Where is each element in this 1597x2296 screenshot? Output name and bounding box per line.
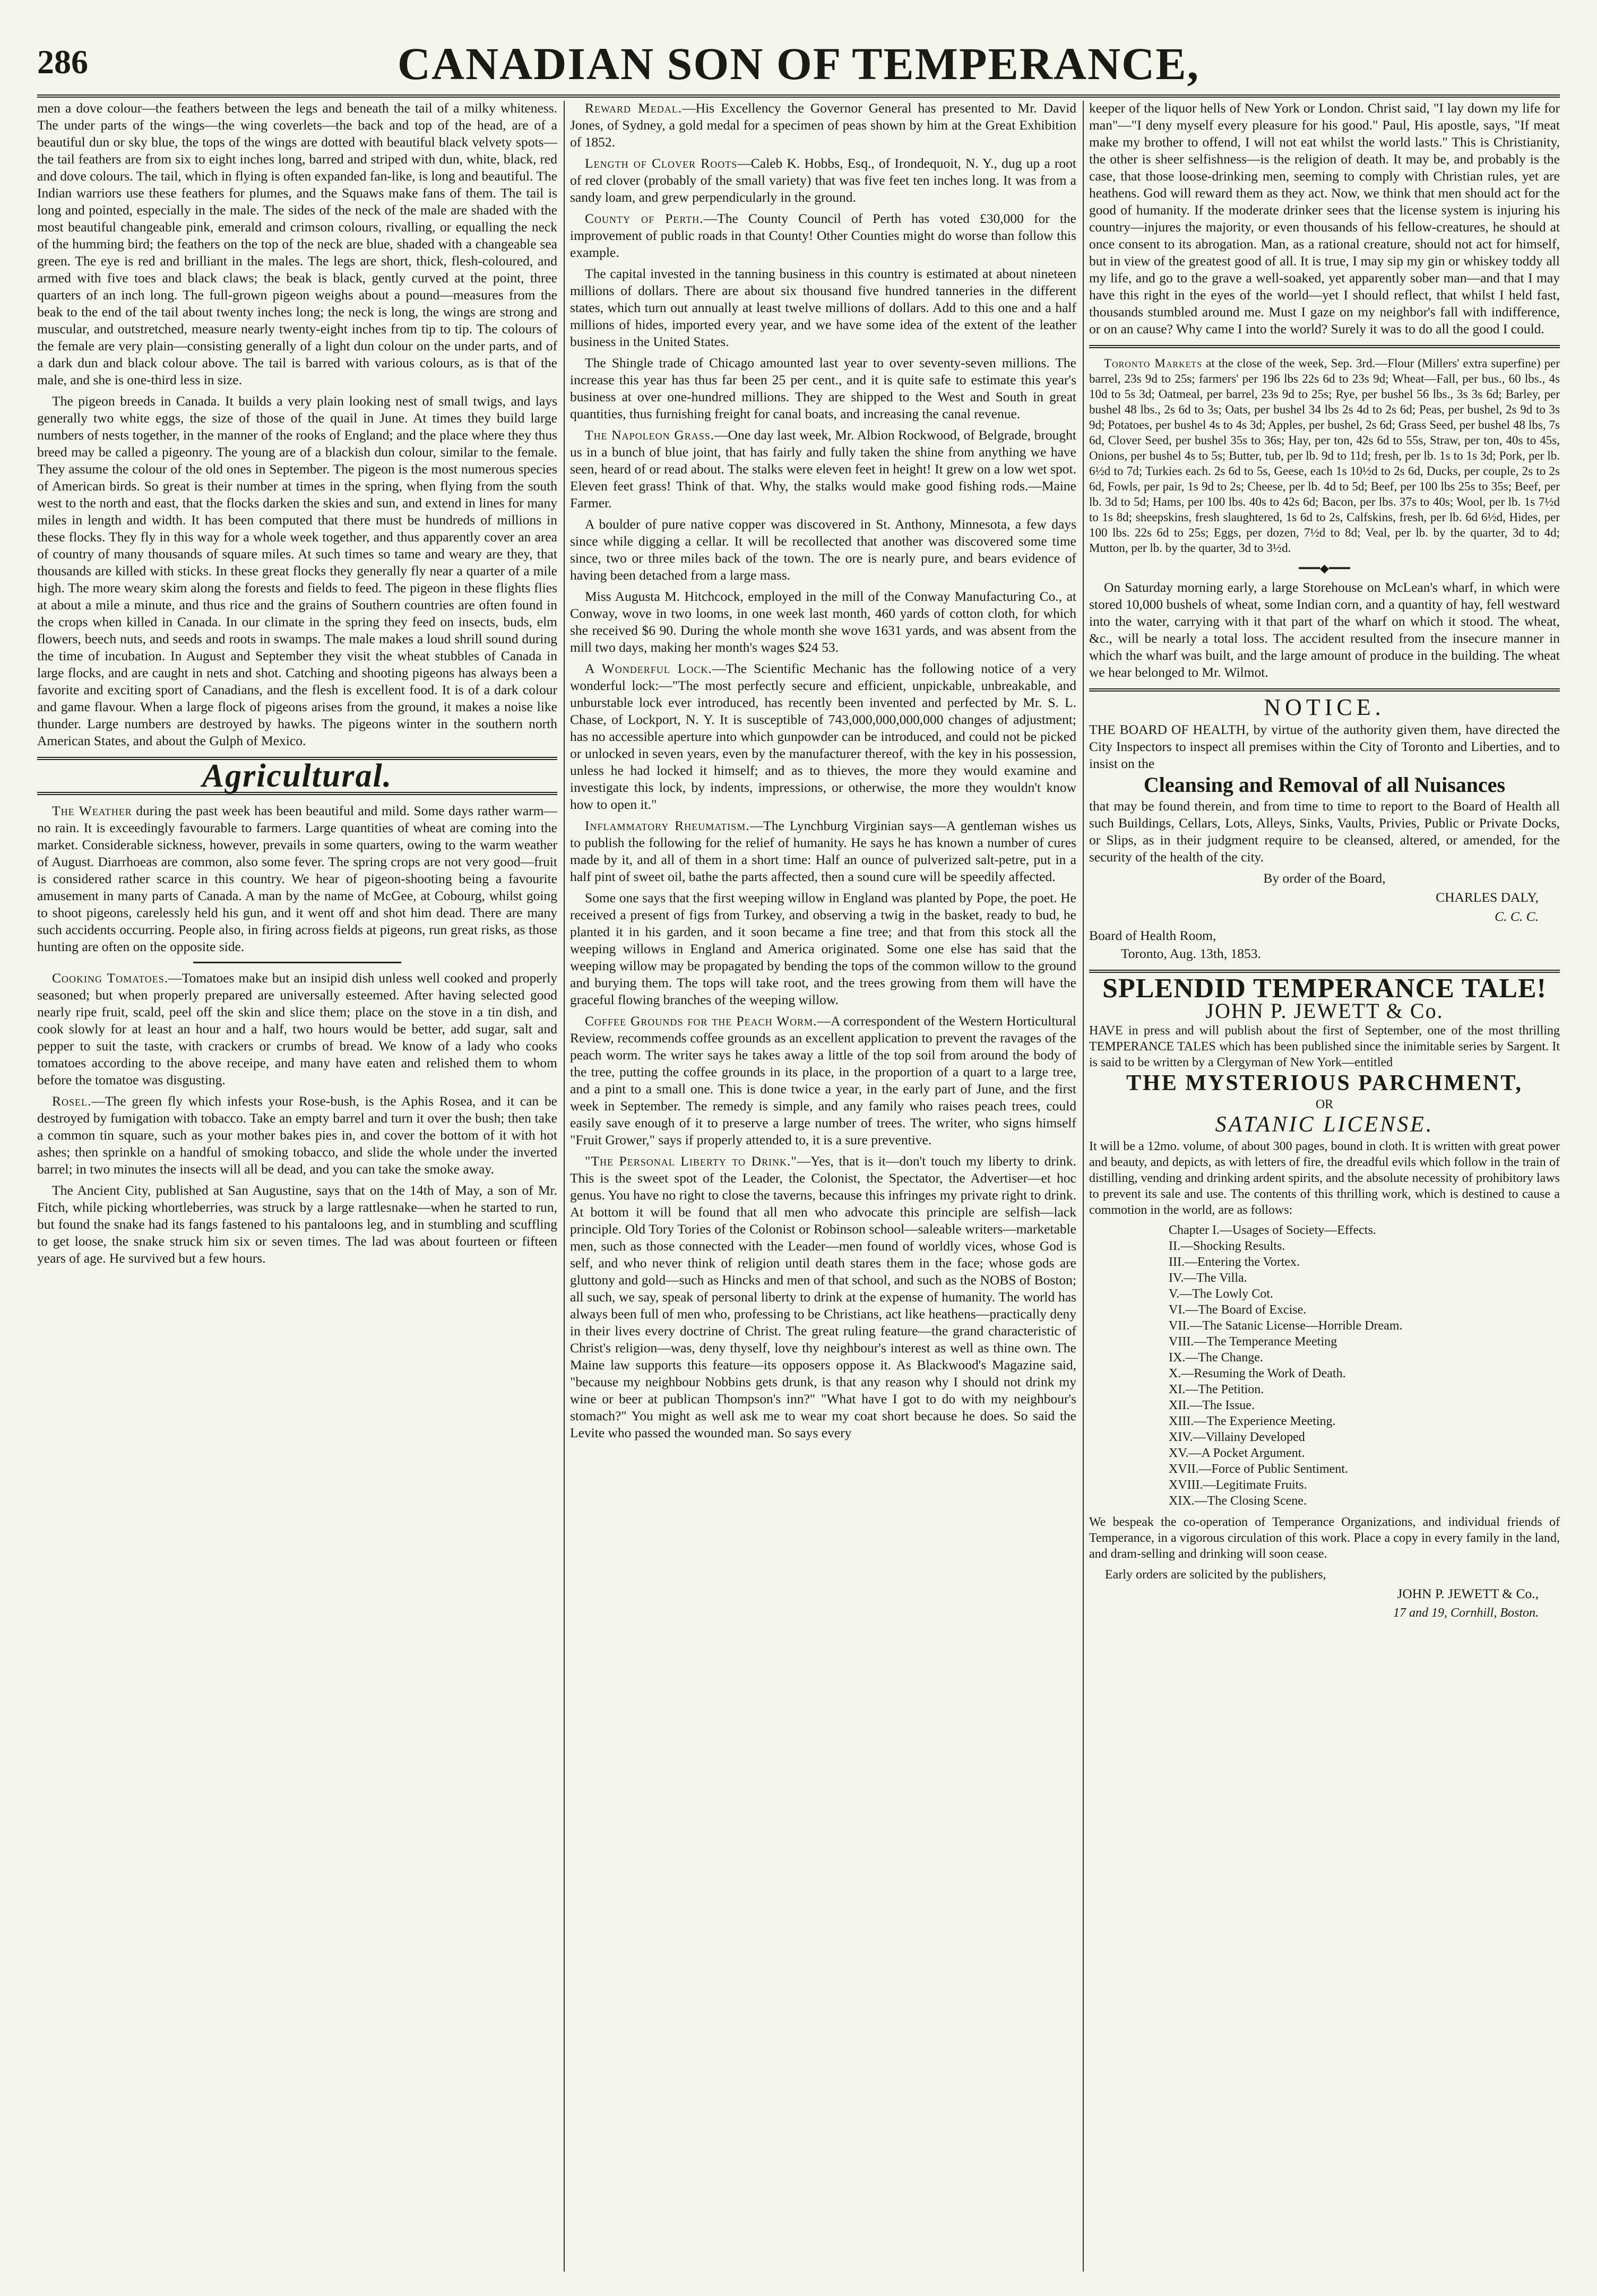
news-item: [570, 1013, 1076, 1149]
chapter-item: XIX.—The Closing Scene.: [1169, 1494, 1307, 1508]
chapter-item: IV.—The Villa.: [1169, 1271, 1247, 1285]
news-item-text: —The Scientific Mechanic has the following notice of a very wonderful lock:—"The most perfectly secure and efficient, unpickable, unbreakable, and unburstable lock ever introduced, has recently been invented and perfected by Mr. S. L. Chase, of Lockport, N. Y. It is susceptible of 743,000,000,000,000 changes of adjustment; has no accessible aperture into which gunpowder can be introduced, and could not be picked or unlocked in seven years, even by the manufacturer thereof, with the key in his possession, unless he had locked it himself; and as to thieves, the more they would examine and investigate this lock, by indents, impressions, or otherwise, the more they wouldn't know how to open it.": [570, 661, 1076, 812]
news-items-list: [570, 100, 1076, 1442]
tale-or: OR: [1315, 1098, 1334, 1111]
news-item-heading: Inflammatory Rheumatism.: [585, 818, 750, 833]
news-item-heading: County of Perth.: [585, 211, 704, 226]
section-rule: [1089, 970, 1560, 973]
news-item-heading: Coffee Grounds for the Peach Worm.: [585, 1013, 817, 1029]
notice-body-2: that may be found therein, and from time to time to report to the Board of Health all such Buildings, Cellars, Lots, Alleys, Sinks, Vaults, Privies, Public or Private Docks, or Slips, as in their judgment require to be cleansed, altered, or amended, for the security of the health of the city.: [1089, 798, 1560, 865]
board-of-health-notice: [1089, 694, 1560, 962]
column-2: [570, 100, 1076, 2271]
tale-intro: HAVE in press and will publish about the first of September, one of the most thrilling TEMPERANCE TALES which has been published since the inimitable series by Sargent. It is said to be written by a Clergyman of New York—entitled: [1089, 1024, 1560, 1069]
chapter-item: XVIII.—Legitimate Fruits.: [1169, 1478, 1307, 1492]
column-1: [37, 100, 557, 2271]
tale-title: SPLENDID TEMPERANCE TALE!: [1102, 973, 1547, 1004]
news-item-text: —The Lynchburg Virginian says—A gentleman wishes us to publish the following for the relief of humanity. He says he has known a number of cures made by it, and all of them in a short time: Half an ounce of pulverized salt-petre, put in a half pint of sweet oil, bathe the parts affected, then a sound cure will be speedily affected.: [570, 818, 1076, 884]
tale-book-subtitle: SATANIC LICENSE.: [1215, 1112, 1434, 1137]
news-item-heading: "The Personal Liberty to Drink.": [585, 1153, 797, 1169]
column-divider: [1083, 101, 1084, 2272]
chapter-item: XIV.—Villainy Developed: [1169, 1430, 1305, 1444]
notice-title: NOTICE.: [1264, 694, 1385, 720]
notice-place: Board of Health Room,: [1089, 928, 1216, 943]
pigeon-article-part-2: The pigeon breeds in Canada. It builds a very plain looking nest of small twigs, and lays generally two white eggs, the size of those of the quail in June. At times they build large numbers of nests together, in the manner of the rooks of England; and the place where they thus breed may be called a pigeonry. The young are of a blackish dun colour, similar to the female. They assume the colour of the old ones in September. The pigeon is the most numerous species of American birds. So great is their number at times in the spring, when flying from the south west to the north and east, that the flocks darken the skies and sun, and extend in lines for many miles in length and width. It has been computed that there must be hundreds of millions in these flocks. They fly in this way for a whole week together, and thus apparently cover an area of country of many thousands of square miles. At such times so tame and weary are they, that thousands are killed with sticks. In these great flocks they generally fly near a quarter of a mile high. The more weary skim along the forests and fields to feed. The pigeon in these flights flies at about a mile a minute, and thus rice and the grains of Southern countries are often found in the crops when killed in Canada. In our climate in the spring they feed on insects, buds, elm flowers, beech nuts, and seeds and roots in swamps. The male makes a loud shrill sound during the time of incubation. In August and September they visit the wheat stubbles of Canada in large flocks, and are caught in nets and shot. Catching and shooting pigeons has always been a favorite and exciting sport of Canadians, and the flesh is excellent food. It is of a dark colour and game flavour. When a large flock of pigeons arises from the ground, it makes a noise like thunder. Large numbers are destroyed by hawks. The pigeons winter in the southern north American States, and about the Gulph of Mexico.: [37, 393, 557, 748]
markets-text: at the close of the week, Sep. 3rd.—Flour (Millers' extra superfine) per barrel, 23s 9d to 25s; farmers' per 196 lbs 22s 6d to 23s 9d; Wheat—Fall, per bus., 60 lbs., 4s 10d to 5s 3d; Oatmeal, per barrel, 23s 9d to 25s; Rye, per bushel 56 lbs., 3s 3s 6d; Barley, per bushel 48 lbs., 2s 6d to 3s; Oats, per bushel 34 lbs 2s 4d to 2s 6d; Peas, per bushel, 2s 9d to 3s 9d; Potatoes, per bushel 4s to 4s 3d; Apples, per bushel, 2s 6d; Grass Seed, per bushel 48 lbs, 7s 6d, Clover Seed, per bushel 35s to 36s; Hay, per ton, 42s 6d to 55s, Straw, per ton, 40s to 45s, Onions, per bushel 4s to 5s; Butter, tub, per lb. 9d to 11d; fresh, per lb. 1s to 1s 3d; Pork, per lb. 6½d to 7d; Turkies each. 2s 6d to 5s, Geese, each 1s 10½d to 2s 6d, Ducks, per couple, 2s to 2s 6d, Fowls, per pair, 1s 9d to 2s; Cheese, per lb. 4d to 5d; Beef, per 100 lbs 25s to 35s; Beef, per lb. 3d to 5d; Hams, per 100 lbs. 40s to 42s 6d; Bacon, per lbs. 37s to 40s; Wool, per lb. 1s 7½d to 1s 8d; sheepskins, fresh slaughtered, 1s 6d to 2s, Calfskins, fresh, per lb. 6d 6½d, Hides, per 100 lbs. 22s 6d to 25s; Eggs, per dozen, 7½d to 8d; Veal, per lb. by the quarter, 3d to 4d; Mutton, per lb. by the quarter, 3d to 3½d.: [1089, 357, 1560, 555]
chapter-item: XV.—A Pocket Argument.: [1169, 1446, 1305, 1460]
column-divider: [564, 101, 565, 2272]
markets-heading: Toronto Markets: [1104, 357, 1203, 370]
news-item-text: —The County Council of Perth has voted £30,000 for the improvement of public roads in that County! Other Counties might do worse than follow this example.: [570, 211, 1076, 260]
tomatoes-article: [37, 970, 557, 1089]
news-item-text: The capital invested in the tanning business in this country is estimated at about nineteen millions of dollars. There are about six thousand five hundred tanneries in the different states, which turn out annually at least twelve millions of dollars. Add to this one and a half millions of hides, imported every year, and we have some idea of the extent of the leather business in the United States.: [570, 266, 1076, 349]
news-item-text: Miss Augusta M. Hitchcock, employed in the mill of the Conway Manufacturing Co., at Conway, wove in two looms, in one week last month, 460 yards of cotton cloth, for which she received $6 90. During the whole month she wove 1631 yards, and was absent from the mill two days, making her month's wages $24 53.: [570, 589, 1076, 655]
weather-heading: The Weather: [52, 803, 132, 818]
tomatoes-heading: Cooking Tomatoes.: [52, 970, 169, 986]
ancient-city-article: The Ancient City, published at San Augustine, says that on the 14th of May, a son of Mr. Fitch, while picking whortleberries, was struck by a large rattlesnake—when he started to run, but found the snake had its fangs fastened to his pantaloons leg, and in stumbling and scuffling to get loose, the snake struck him six or seven times. The lad was about fourteen or fifteen years of age. He survived but a few hours.: [37, 1182, 557, 1266]
notice-body-1: THE BOARD OF HEALTH, by virtue of the authority given them, have directed the City Inspectors to inspect all premises within the City of Toronto and Liberties, and to insist on the: [1089, 722, 1560, 771]
news-item: [570, 100, 1076, 151]
section-rule: [1089, 688, 1560, 692]
news-item-heading: Length of Clover Roots: [585, 156, 738, 171]
news-item-text: —His Excellency the Governor General has presented to Mr. David Jones, of Sydney, a gold medal for a specimen of peas shown by him at the Great Exhibition of 1852.: [570, 100, 1076, 150]
tale-book-title: THE MYSTERIOUS PARCHMENT,: [1126, 1071, 1523, 1095]
chapter-item: Chapter I.—Usages of Society—Effects.: [1169, 1223, 1376, 1237]
chapter-item: VII.—The Satanic License—Horrible Dream.: [1169, 1319, 1403, 1333]
page-header: [37, 37, 1560, 96]
agricultural-section-heading: Agricultural.: [202, 758, 393, 794]
chapter-item: XI.—The Petition.: [1169, 1383, 1264, 1396]
rosel-text: —The green fly which infests your Rose-bush, is the Aphis Rosea, and it can be destroyed by fumigation with tobacco. Take an empty barrel and turn it over the bush; then take a common tin square, such as your mother bakes pies in, and cover the bottom of it with hot ashes; then sprinkle on a handful of smoking tobacco, and slide the whole under the inverted barrel; in two minutes the insects will all be dead, and you can take the smoke away.: [37, 1093, 557, 1177]
tale-address: 17 and 19, Cornhill, Boston.: [1393, 1606, 1539, 1620]
weather-text: during the past week has been beautiful and mild. Some days rather warm—no rain. It is exceedingly favourable to farmers. Large quantities of wheat are coming into the market. Considerable sickness, however, prevails in some quarters, owing to the warm weather of August. Diarrhoeas are common, also some fever. The spring crops are not very good—fruit is considered rather scarce in this country. We hear of pigeon-shooting being a favourite amusement in many parts of Canada. A man by the name of McGee, at Cobourg, whilst going to shoot pigeons, carelessly held his gun, and it went off and shot him dead. There are many such accidents occurring. People also, in firing across fields at pigeons, run great risks, as those hunting are often on the opposite side.: [37, 803, 557, 954]
chapter-item: VI.—The Board of Excise.: [1169, 1303, 1307, 1317]
news-item: [570, 588, 1076, 656]
notice-date: Toronto, Aug. 13th, 1853.: [1121, 946, 1261, 961]
storehouse-article: On Saturday morning early, a large Storehouse on McLean's wharf, in which were stored 10,000 bushels of wheat, some Indian corn, and a quantity of hay, fell westward into the water, carrying with it that part of the wharf on which it stood. The wheat, &c., will be nearly a total loss. The accident resulted from the insecure manner in which the wharf was built, and the large amount of produce in the building. The wheat we hear belonged to Mr. Wilmot.: [1089, 580, 1560, 680]
masthead-title: CANADIAN SON OF TEMPERANCE,: [397, 38, 1200, 89]
tale-orders: Early orders are solicited by the publishers,: [1105, 1568, 1326, 1582]
tale-signoff: JOHN P. JEWETT & Co.,: [1397, 1586, 1539, 1601]
liquor-article-continued: keeper of the liquor hells of New York or London. Christ said, "I lay down my life for man"—"I deny myself every pleasure for his good." Paul, His apostle, says, "If meat make my brother to offend, I will not eat whilst the world lasts." This is Christianity, the other is sheer selfishness—is the religion of death. It may be, and probably is the case, that those loose-drinking men, seeming to comply with Christian rules, yet are heathens. God will reward them as they act. Now, we think that men should act for the good of humanity. If the moderate drinker sees that the license system is injuring his country—injures the majority, or even thousands of his fellow-creatures, he should at once consent to its abrogation. Man, as a rational creature, should not act for himself, but in view of the greatest good of all. It is true, I may sip my gin or whiskey toddy all my life, and go to the grave a well-soaked, yet apparently sober man—and that I may have this right in the eyes of the world—yet I should reflect, that whilst I held fast, thousands stumbled around me. Must I gaze on my neighbor's fall with indifference, or on an cause? Why came I into the world? Surely it was to do all the good I could.: [1089, 100, 1560, 336]
temperance-tale-advert: [1089, 973, 1560, 1621]
chapter-item: XII.—The Issue.: [1169, 1399, 1255, 1412]
news-item: [570, 890, 1076, 1008]
chapter-item: X.—Resuming the Work of Death.: [1169, 1367, 1346, 1380]
chapter-item: XVII.—Force of Public Sentiment.: [1169, 1462, 1348, 1476]
notice-signer-title: C. C. C.: [1495, 909, 1539, 924]
news-item: [570, 516, 1076, 584]
chapter-list: [1089, 1222, 1560, 1509]
notice-order: By order of the Board,: [1263, 870, 1386, 886]
news-item-heading: The Napoleon Grass.: [585, 427, 715, 443]
article-rule: [193, 962, 401, 963]
rosel-heading: Rosel.: [52, 1093, 92, 1109]
notice-subtitle: Cleansing and Removal of all Nuisances: [1143, 773, 1506, 797]
pigeon-article-part-1: men a dove colour—the feathers between the legs and beneath the tail of a milky whiteness. The under parts of the wings—the wing coverlets—the back and top of the head, are of a beautiful dun or sky blue, the tops of the wings are dotted with beautiful black velvety spots—the tail feathers are from six to eight inches long, barred and striped with dun, white, black, red and dove colours. The tail, which in flying is often expanded fan-like, is long and beautiful. The Indian warriors use these feathers for plumes, and the Squaws make fans of them. The tail is long and pointed, especially in the male. The sides of the neck of the male are shaded with the most beautiful changeable pink, emerald and crimson colours, rivalling, or equalling the neck of the humming bird; the feathers on the top of the neck are blue, shaded with a changeable sea green. The eye is red and brilliant in the males. The legs are short, thick, flesh-coloured, and armed with five toes and black claws; the beak is black, gently curved at the point, three quarters of an inch long. The full-grown pigeon weighs about a pound—measures from the beak to the end of the tail about twenty inches long; the neck is long, the wings are strong and muscular, and outstretched, measure nearly twenty-eight inches from tip to tip. The colours of the female are very plain—consisting generally of a light dun colour on the under parts, and of a dark dun and black colour above. The tail is barred with various colours, as is that of the male, and she is one-third less in size.: [37, 100, 557, 387]
chapter-item: XIII.—The Experience Meeting.: [1169, 1414, 1336, 1428]
chapter-item: II.—Shocking Results.: [1169, 1239, 1285, 1253]
tale-description: It will be a 12mo. volume, of about 300 pages, bound in cloth. It is written with great power and beauty, and depicts, as with letters of fire, the dreadful evils which follow in the train of distilling, vending and drinking ardent spirits, and the absolute necessity of prohibitory laws to prevent its sale and use. The contents of this thrilling work, which is destined to cause a commotion in the world, are as follows:: [1089, 1140, 1560, 1217]
ornament-divider: ━━━◆━━━: [1299, 562, 1350, 575]
notice-signer: CHARLES DALY,: [1436, 890, 1539, 905]
chapter-item: V.—The Lowly Cot.: [1169, 1287, 1273, 1301]
chapter-item: III.—Entering the Vortex.: [1169, 1255, 1300, 1269]
toronto-markets: [1089, 356, 1560, 556]
section-rule: [1089, 345, 1560, 348]
tale-publisher: JOHN P. JEWETT & Co.: [1205, 999, 1444, 1023]
tale-closing: We bespeak the co-operation of Temperance Organizations, and individual friends of Temperance, in a vigorous circulation of this work. Place a copy in every family in the land, and dram-selling and drinking will soon cease.: [1089, 1515, 1560, 1561]
news-item: [570, 817, 1076, 885]
page-number: 286: [37, 43, 88, 81]
news-item-text: —One day last week, Mr. Albion Rockwood, of Belgrade, brought us in a bunch of blue joint, that has fairly and fully taken the shine from anything we have seen, heard of or read about. The stalks were eleven feet in height! It grew on a low wet spot. Eleven feet grass! Think of that. Why, the stalks would make good fishing rods.—Maine Farmer.: [570, 427, 1076, 511]
header-rule: [37, 94, 1560, 98]
weather-article: [37, 802, 557, 955]
chapter-item: VIII.—The Temperance Meeting: [1169, 1335, 1337, 1349]
news-item-text: —Yes, that is it—don't touch my liberty to drink. This is the sweet spot of the Leader, the Colonist, the Spectator, the Advertiser—et hoc genus. You have no right to close the taverns, because this infringes my private right to drink. At bottom it will be found that all men who advocate this principle are selfish—lack principle. Old Tory Tories of the Colonist or Robinson school—saleable writers—marketable men, such as those connected with the Leader—men found of worldly vices, whose God is self, and who never think of religion until death stares them in the face; whose gods are gluttony and gold—such as Hincks and men of that school, and such as the NOBS of Boston; all such, we say, speak of personal liberty to drink at the expense of humanity. The world has always been full of men who, professing to be Christians, act like heathens—practically deny in their lives every doctrine of Christ. The great ruling feature—the grand characteristic of Christ's religion—was, deny thyself, love thy neighbour's interest as well as thine own. The Maine law supports this feature—its opposers oppose it. As Blackwood's Magazine said, "because my neighbour Nobbins gets drunk, is that any reason why I should not drink my wine or beer at publican Thompson's inn?" "What have I got to do with my neighbour's stomach?" You might as well ask me to wear my coat short because he does. So said the Levite who passed the wounded man. So says every: [570, 1153, 1076, 1440]
news-item: [570, 265, 1076, 350]
news-item-heading: A Wonderful Lock.: [585, 661, 712, 676]
tomatoes-text: —Tomatoes make but an insipid dish unless well cooked and properly seasoned; but when properly prepared are universally esteemed. After having selected good nearly ripe fruit, scald, peel off the skin and slice them; place on the stove in a tin dish, and cook slowly for at least an hour and a half, two hours would be better, add sugar, salt and pepper to suit the taste, with crackers or crumbs of bread. We know of a lady who cooks tomatoes according to the above receipe, and many have eaten and relished them to whom before the tomatoe was disgusting.: [37, 970, 557, 1087]
chapter-item: IX.—The Change.: [1169, 1351, 1263, 1365]
column-3: [1089, 100, 1560, 2271]
news-item: [570, 210, 1076, 261]
news-item: [570, 427, 1076, 512]
news-item-text: Some one says that the first weeping willow in England was planted by Pope, the poet. He received a present of figs from Turkey, and observing a twig in the basket, ready to bud, he planted it in his garden, and it soon became a fine tree; and that from this stock all the weeping willows in England and America originated. Some one else has said that the weeping willow may be propagated by bending the tops of the common willow to the ground and burying them. The tops will take root, and the trees growing from them will have the graceful flowing branches of the weeping willow.: [570, 890, 1076, 1007]
news-item-text: A boulder of pure native copper was discovered in St. Anthony, Minnesota, a few days since while digging a cellar. It will be recollected that another was discovered some time since, two or three miles back of the town. The ore is nearly pure, and bears evidence of having been detached from a large mass.: [570, 516, 1076, 583]
news-item: [570, 355, 1076, 422]
rosel-article: [37, 1093, 557, 1178]
news-item-text: —A correspondent of the Western Horticultural Review, recommends coffee grounds as an excellent application to prevent the ravages of the peach worm. The writer says he takes away a little of the top soil from around the body of the tree, putting the coffee grounds in its place, in the proportion of a quart to a large tree, and a pint to a small one. This is done twice a year, in the early part of June, and the first week in September. The remedy is simple, and any family who raises peach trees, could easily save enough of it to preserve a large number of trees. The writer, who signs himself "Fruit Grower," says if properly attended to, it is a sure preventive.: [570, 1013, 1076, 1147]
news-item: [570, 155, 1076, 206]
news-item: [570, 660, 1076, 813]
news-item: [570, 1153, 1076, 1442]
news-item-text: The Shingle trade of Chicago amounted last year to over seventy-seven millions. The increase this year has thus far been 25 per cent., and it is quite safe to estimate this year's business at over one-hundred millions. They are shipped to the West and South in great quantities, thus furnishing freight for canal boats, and increasing the canal revenue.: [570, 355, 1076, 421]
news-item-text: —Caleb K. Hobbs, Esq., of Irondequoit, N. Y., dug up a root of red clover (probably of the small variety) that was five feet ten inches long. It was from a sandy loam, and grew perpendicularly in the ground.: [570, 156, 1076, 205]
news-item-heading: Reward Medal.: [585, 100, 683, 116]
